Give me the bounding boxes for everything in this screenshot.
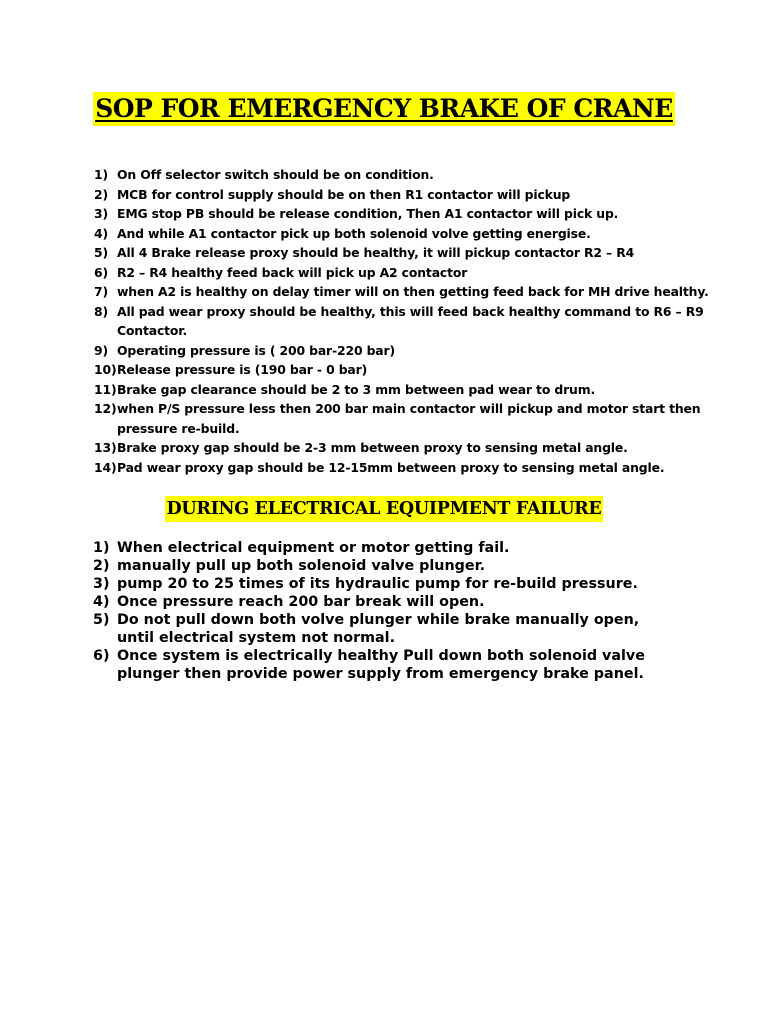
step-text-continued: until electrical system not normal. (117, 630, 396, 646)
list-item (93, 647, 733, 683)
step-number: 4) (93, 594, 110, 610)
list-item (94, 282, 734, 302)
step-text: All pad wear proxy should be healthy, this will feed back healthy command to R6 – R9 (117, 303, 704, 319)
step-text: EMG stop PB should be release condition, Then A1 contactor will pick up. (117, 206, 619, 221)
list-item (93, 575, 733, 593)
step-text: When electrical equipment or motor getting fail. (117, 540, 510, 556)
list-item (94, 302, 734, 341)
step-number: 9) (94, 342, 108, 358)
list-item (94, 380, 734, 400)
list-item (94, 438, 734, 458)
step-number: 11) (94, 381, 117, 397)
failure-steps-list (93, 539, 733, 683)
step-text: On Off selector switch should be on condition. (117, 167, 434, 182)
list-item (93, 611, 733, 647)
list-item (94, 263, 734, 283)
step-number: 2) (93, 558, 110, 574)
step-text: when A2 is healthy on delay timer will on then getting feed back for MH drive healthy. (117, 284, 709, 299)
step-number: 5) (94, 245, 108, 260)
step-number: 3) (94, 206, 108, 221)
list-item (94, 458, 734, 478)
list-item (94, 224, 734, 244)
subtitle-container (0, 496, 768, 522)
list-item (94, 204, 734, 224)
list-item (93, 557, 733, 575)
step-text-continued: Contactor. (117, 323, 188, 338)
step-text: MCB for control supply should be on then R1 contactor will pickup (117, 186, 571, 202)
step-number: 14) (94, 459, 117, 475)
step-number: 12) (94, 401, 117, 416)
step-number: 5) (93, 612, 110, 628)
step-text: Release pressure is (190 bar - 0 bar) (117, 362, 368, 377)
step-text-continued: pressure re-build. (117, 420, 240, 436)
step-text: Once system is electrically healthy Pull down both solenoid valve (117, 648, 645, 664)
step-text: Brake proxy gap should be 2-3 mm between proxy to sensing metal angle. (117, 440, 628, 455)
step-text: Operating pressure is ( 200 bar-220 bar) (117, 342, 395, 358)
list-item (94, 165, 734, 185)
step-number: 3) (93, 576, 110, 592)
step-text: R2 – R4 healthy feed back will pick up A2 contactor (117, 264, 468, 280)
list-item (93, 593, 733, 611)
list-item (93, 539, 733, 557)
list-item (94, 360, 734, 380)
step-number: 4) (94, 225, 108, 241)
step-number: 1) (94, 167, 108, 182)
step-text: Do not pull down both volve plunger while brake manually open, (117, 612, 640, 628)
list-item (94, 341, 734, 361)
step-text: when P/S pressure less then 200 bar main contactor will pickup and motor start then (117, 401, 701, 416)
list-item (94, 399, 734, 438)
step-number: 6) (93, 648, 110, 664)
step-text: manually pull up both solenoid valve plunger. (117, 558, 486, 574)
section-heading: DURING ELECTRICAL EQUIPMENT FAILURE (165, 496, 604, 522)
list-item (94, 243, 734, 263)
list-item (94, 185, 734, 205)
title-container (0, 92, 768, 126)
step-number: 10) (94, 362, 117, 377)
step-number: 8) (94, 303, 108, 319)
step-number: 13) (94, 440, 117, 455)
step-text: Once pressure reach 200 bar break will open. (117, 594, 485, 610)
sop-steps-list (94, 165, 734, 477)
step-text: Brake gap clearance should be 2 to 3 mm between pad wear to drum. (117, 381, 596, 397)
step-number: 6) (94, 264, 108, 280)
step-text: All 4 Brake release proxy should be healthy, it will pickup contactor R2 – R4 (117, 245, 635, 260)
step-text: Pad wear proxy gap should be 12-15mm between proxy to sensing metal angle. (117, 459, 665, 475)
step-number: 1) (93, 540, 110, 556)
page-title: SOP FOR EMERGENCY BRAKE OF CRANE (93, 92, 675, 126)
step-text: And while A1 contactor pick up both solenoid volve getting energise. (117, 225, 591, 241)
step-text-continued: plunger then provide power supply from emergency brake panel. (117, 666, 644, 682)
step-number: 2) (94, 186, 108, 202)
step-number: 7) (94, 284, 108, 299)
step-text: pump 20 to 25 times of its hydraulic pump for re-build pressure. (117, 576, 638, 592)
